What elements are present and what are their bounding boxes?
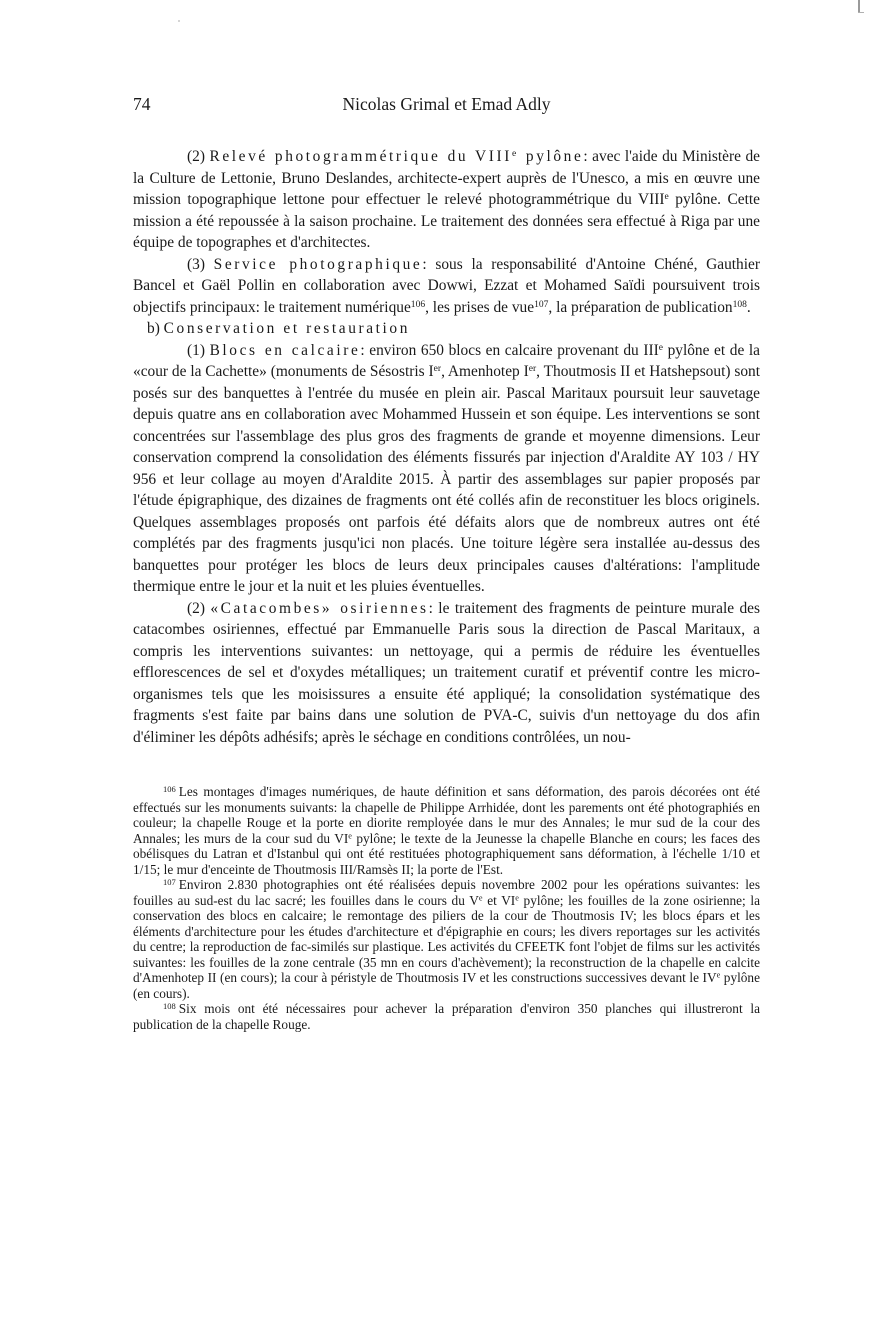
footnote-text: pylône (en cours).	[133, 970, 760, 1001]
footnote-number: 106	[163, 783, 176, 794]
footnote-text: Six mois ont été nécessaires pour achever la préparation d'environ 350 planches qui illustreront la publication de la chapelle Rouge.	[133, 1001, 760, 1032]
footnote-ref[interactable]: 106	[410, 298, 426, 310]
paragraph-text: : le traitement des fragments de peinture murale des catacombes osiriennes, effectué par Emmanuelle Paris sous la direction de Pascal Maritaux, a compris les interventions suivantes: un nettoyage, qui a permis de réduire les éventuelles efflorescences de sel et d'oxydes métalliques; un traitement curatif et préventif contre les micro-organismes tels que les moisissures a ensuite été appliqué; la consolidation systématique des fragments s'est faite par bains dans une solution de PVA-C, suivis d'un nettoyage du dos afin d'éliminer les dépôts adhésifs; après le séchage en conditions contrôlées, un nou-	[133, 599, 760, 746]
item-label: (2)	[187, 599, 211, 617]
paragraph-photo-service: (3) Service photographique: sous la responsabilité d'Antoine Chéné, Gauthier Bancel et Gaël Pollin en collaboration avec Dowwi, Ezzat et Mohamed Saïdi poursuivent trois objectifs principaux: le traitement numérique$^{106}$, les prises de vue$^{107}$, la préparation de publication$^{108}$.	[133, 255, 760, 316]
footnote-text: Environ 2.830 photographies ont été réalisées depuis novembre 2002 pour les opérations suivantes: les fouilles au sud-est du lac sacré; les fouilles dans le cours du V	[133, 877, 760, 908]
footnote-ref[interactable]: 107	[534, 298, 549, 310]
paragraph-text: , Thoutmosis II et Hatshepsout) sont posés sur des banquettes à l'entrée du musée en plein air. Pascal Maritaux poursuit leur sauvetage depuis quatre ans en collaboration avec Mohammed Hussein et son équipe. Les interventions se sont concentrées sur l'assemblage des plus gros des fragments de grande et moyenne dimensions. Leur conservation comprend la consolidation des éléments fissurés par injection d'Araldite AY 103 / HY 956 et leur collage au moyen d'Araldite 2015. À partir des assemblages sur papier proposés par l'étude épigraphique, des dizaines de fragments ont été collés afin de reconstituer les blocs originels. Quelques assemblages proposés ont parfois été défaits alors que de nombreux autres ont été complétés par des fragments jusqu'ici non placés. Une toiture légère sera installée au-dessus des banquettes pour protéger les blocs de leurs deux principales causes d'altérations: l'amplitude thermique entre le jour et la nuit et les pluies éventuelles.	[133, 363, 760, 595]
footnote-ref[interactable]: 108	[732, 298, 747, 310]
footnote-106: $^{106}$ Les montages d'images numériques, de haute définition et sans déformation, des parois décorées ont été effectués sur les monuments suivants: la chapelle de Philippe Arrhidée, dont les parements ont été photographiés en couleur; la chapelle Rouge et la porte en diorite remployée dans le mur des Annales; le mur sud de la cour des Annales; les murs de la cour sud du VIe pylône; le texte de la Jeunesse la chapelle Blanche en cours; les faces des obélisques du Latran et d'Istanbul qui ont été restituées photographiquement sans déformation, à l'échelle 1/10 et 1/15; le mur d'enceinte de Thoutmosis III/Ramsès II; la porte de l'Est.	[133, 783, 760, 877]
paragraph-text: , les prises de vue	[425, 298, 535, 316]
scan-edge-mark-tick	[858, 12, 864, 13]
page	[133, 94, 760, 1032]
paragraph-limestone-blocks: (1) Blocs en calcaire: environ 650 blocs en calcaire provenant du IIIe pylône et de la «cour de la Cachette» (monuments de Sésostris Ier, Amenhotep Ier, Thoutmosis II et Hatshepsout) sont posés sur des banquettes à l'entrée du musée en plein air. Pascal Maritaux poursuit leur sauvetage depuis quatre ans en collaboration avec Mohammed Hussein et son équipe. Les interventions se sont concentrées sur l'assemblage des plus gros des fragments de grande et moyenne dimensions. Leur conservation comprend la consolidation des éléments fissurés par injection d'Araldite AY 103 / HY 956 et leur collage au moyen d'Araldite 2015. À partir des assemblages sur papier proposés par l'étude épigraphique, des dizaines de fragments ont été collés afin de reconstituer les blocs originels. Quelques assemblages proposés ont parfois été défaits alors que de nombreux autres ont été complétés par des fragments jusqu'ici non placés. Une toiture légère sera installée au-dessus des banquettes pour protéger les blocs de leurs deux principales causes d'altérations: l'amplitude thermique entre le jour et la nuit et les pluies éventuelles.	[133, 341, 761, 595]
footnotes	[133, 784, 760, 1032]
footnote-number: 108	[163, 1000, 176, 1011]
body-text	[133, 146, 760, 748]
footnote-text: pylône; le texte de la Jeunesse la chapelle Blanche en cours; les faces des obélisques du Latran et d'Istanbul qui ont été restituées photographiquement sans déformation, à l'échelle 1/10 et 1/15; le mur d'enceinte de Thoutmosis III/Ramsès II; la porte de l'Est.	[133, 830, 760, 877]
section-heading-conservation	[133, 318, 760, 340]
paragraph-text: , Amenhotep I	[441, 363, 529, 380]
paragraph-photogrammetry: (2) Relevé photogrammétrique du VIIIe pylône: avec l'aide du Ministère de la Culture de Lettonie, Bruno Deslandes, architecte-expert auprès de l'Unesco, a mis en œuvre une mission topographique lettone pour effectuer le relevé photogrammétrique du VIIIe pylône. Cette mission a été repoussée à la saison prochaine. Le traitement des données sera effectué à Riga par une équipe de topographes et d'architectes.	[133, 147, 761, 251]
footnote-text: pylône; les fouilles de la zone osirienne; la conservation des blocs en calcaire; le remontage des piliers de la cour de Thoutmosis IV; les blocs épars et les éléments d'architecture pour les études d'architecture et d'épigraphie en cours; les divers reportages sur les activités du centre; la reproduction de fac-similés sur plastique. Les activités du CFEETK font l'objet de films sur les activités suivantes: les fouilles de la zone centrale (35 mn en cours d'achèvement); la reconstruction de la chapelle en calcite d'Amenhotep II (en cours); la cour à péristyle de Thoutmosis IV et les constructions successives devant le IV	[133, 892, 760, 985]
footnote-text: et VI	[482, 892, 516, 908]
paragraph-text: pylône. Cette mission a été repoussée à la saison prochaine. Le traitement des données sera effectué à Riga par une équipe de topographes et d'architectes.	[133, 191, 760, 251]
page-header	[133, 94, 760, 124]
footnote-text: Les montages d'images numériques, de haute définition et sans déformation, des parois décorées ont été effectués sur les monuments suivants: la chapelle de Philippe Arrhidée, dont les parements ont été photographiés en couleur; la chapelle Rouge et la porte en diorite remployée dans le mur des Annales; le mur sud de la cour des Annales; les murs de la cour sud du VI	[133, 784, 760, 846]
footnote-number: 107	[163, 876, 176, 887]
running-head: Nicolas Grimal et Emad Adly	[342, 94, 551, 114]
paragraph-osirian-catacombs	[133, 598, 760, 749]
item-title: Relevé photogrammétrique du VIIIe pylône	[209, 147, 584, 165]
item-title: «Catacombes» osiriennes	[210, 599, 429, 617]
paragraph-text: : avec l'aide du Ministère de la Culture de Lettonie, Bruno Deslandes, architecte-expert auprès de l'Unesco, a mis en œuvre une mission topographique lettone pour effectuer le relevé photogrammétrique du VIII	[133, 148, 761, 208]
item-title: Blocs en calcaire	[209, 341, 361, 359]
page-number: 74	[133, 94, 151, 114]
item-label: (3)	[187, 255, 214, 273]
paragraph-text: : sous la responsabilité d'Antoine Chéné, Gauthier Bancel et Gaël Pollin en collaboration avec Dowwi, Ezzat et Mohamed Saïdi poursuivent trois objectifs principaux: le traitement numérique	[133, 255, 760, 316]
section-title: Conservation et restauration	[163, 320, 410, 337]
footnote-107: $^{107}$ Environ 2.830 photographies ont été réalisées depuis novembre 2002 pour les opérations suivantes: les fouilles au sud-est du lac sacré; les fouilles dans le cours du Ve et VIe pylône; les fouilles de la zone osirienne; la conservation des blocs en calcaire; le remontage des piliers de la cour de Thoutmosis IV; les blocs épars et les éléments d'architecture pour les études d'architecture et d'épigraphie en cours; les divers reportages sur les activités du centre; la reproduction de fac-similés sur plastique. Les activités du CFEETK font l'objet de films sur les activités suivantes: les fouilles de la zone centrale (35 mn en cours d'achèvement); la reconstruction de la chapelle en calcite d'Amenhotep II (en cours); la cour à péristyle de Thoutmosis IV et les constructions successives devant le IVe pylône (en cours).	[133, 876, 760, 1001]
item-label: (2)	[187, 148, 210, 165]
item-title: Service photographique	[213, 255, 423, 273]
scan-speck	[178, 20, 180, 22]
section-label: b)	[147, 320, 164, 337]
paragraph-text: : environ 650 blocs en calcaire provenant du III	[360, 341, 659, 359]
scan-edge-mark	[858, 0, 860, 12]
paragraph-text: pylône et de la «cour de la Cachette» (monuments de Sésostris I	[133, 341, 761, 380]
footnote-108	[133, 1001, 760, 1032]
paragraph-text: , la préparation de publication	[548, 298, 733, 316]
item-label: (1)	[187, 341, 210, 359]
